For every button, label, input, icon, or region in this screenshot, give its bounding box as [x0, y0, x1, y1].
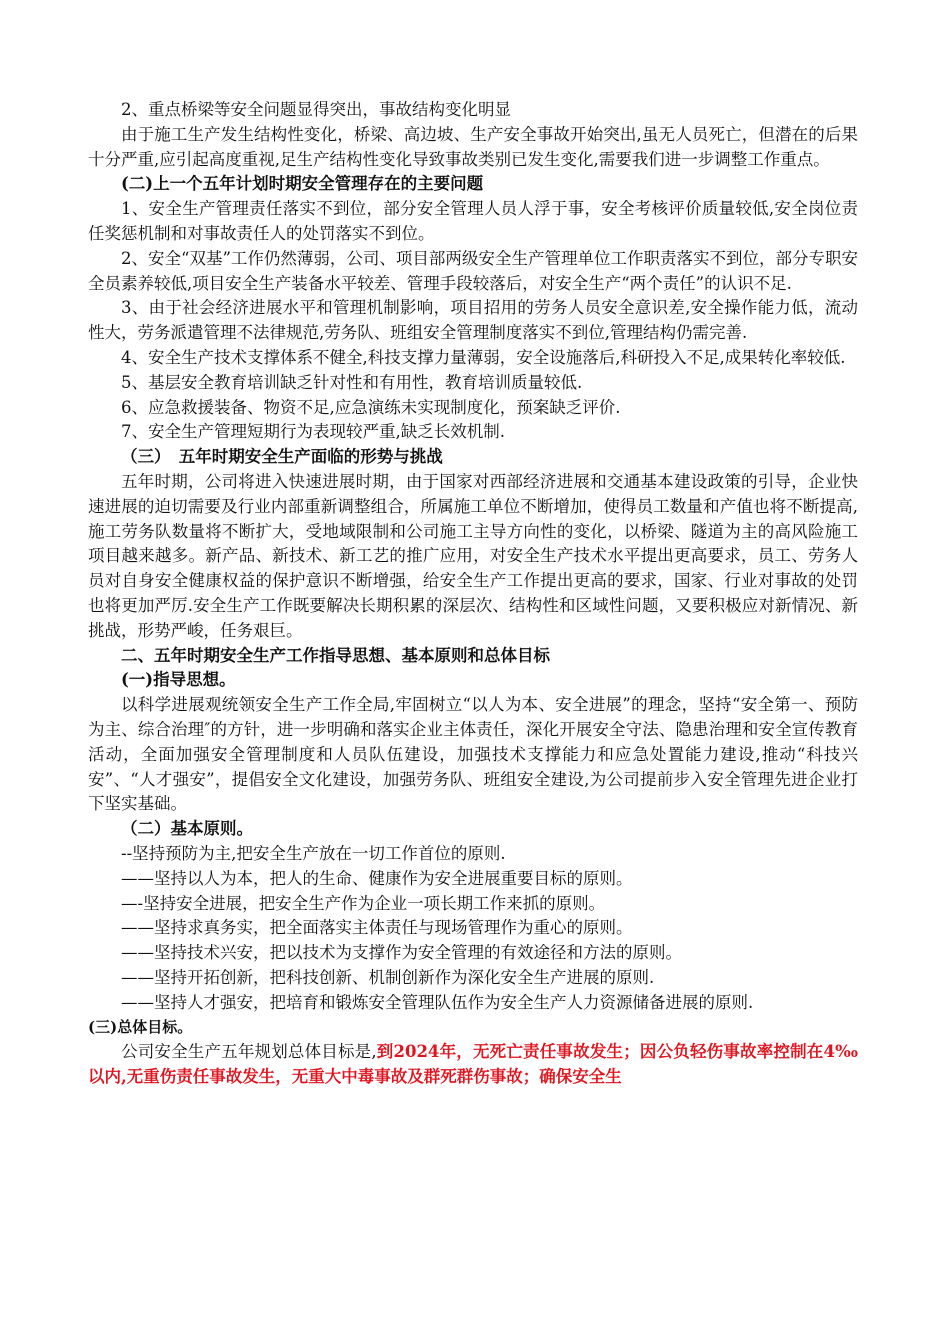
problem-item-3: 3、由于社会经济进展水平和管理机制影响，项目招用的劳务人员安全意识差,安全操作能力低，流动性大，劳务派遣管理不法律规范,劳务队、班组安全管理制度落实不到位,管理结构仍需完善.: [88, 298, 858, 343]
document-body: [88, 98, 858, 1090]
problem-item-4: 4、安全生产技术支撑体系不健全,科技支撑力量薄弱，安全设施落后,科研投入不足,成果转化率较低.: [121, 347, 846, 367]
problem-item-1: 1、安全生产管理责任落实不到位，部分安全管理人员人浮于事，安全考核评价质量较低,安全岗位责任奖惩机制和对事故责任人的处罚落实不到位。: [88, 199, 858, 243]
principle-item-4: ——坚持求真务实，把全面落实主体责任与现场管理作为重心的原则。: [121, 918, 633, 938]
goal-highlight-text: 到2024年，无死亡责任事故发生；因公负轻伤事故率控制在4‰以内,无重伤责任事故发生，无重大中毒事故及群死群伤事故；确保安全生: [88, 1042, 858, 1087]
section-heading-overall-goal: (三)总体目标。: [88, 1018, 193, 1037]
principle-item-7: ——坚持人才强安，把培育和锻炼安全管理队伍作为安全生产人力资源储备进展的原则.: [121, 992, 754, 1012]
principle-item-5: ——坚持技术兴安，把以技术为支撑作为安全管理的有效途径和方法的原则。: [121, 943, 682, 963]
paragraph-structural-change: 由于施工生产发生结构性变化，桥梁、高边坡、生产安全事故开始突出,虽无人员死亡，但潜在的后果十分严重,应引起高度重视,足生产结构性变化导致事故类别已发生变化,需要我们进一步调整工作重点。: [88, 124, 858, 169]
section-heading-main-problems: (二)上一个五年计划时期安全管理存在的主要问题: [121, 174, 484, 194]
subsection-heading-bridge-safety: 2、重点桥梁等安全问题显得突出，事故结构变化明显: [121, 100, 511, 119]
paragraph-guiding-thought: 以科学进展观统领安全生产工作全局,牢固树立“以人为本、安全进展”的理念，坚持“安全第一、预防为主、综合治理″的方针，进一步明确和落实企业主体责任，深化开展安全守法、隐患治理和安全宣传教育活动，全面加强安全管理制度和人员队伍建设，加强技术支撑能力和应急处置能力建设,推动“科技兴安”、“人才强安”，提倡安全文化建设，加强劳务队、班组安全建设,为公司提前步入安全管理先进企业打下坚实基础。: [88, 695, 858, 814]
chapter-heading-guiding-principles: 二、五年时期安全生产工作指导思想、基本原则和总体目标: [121, 645, 550, 665]
principle-item-6: ——坚持开拓创新，把科技创新、机制创新作为深化安全生产进展的原则.: [121, 967, 655, 987]
goal-intro-text: 公司安全生产五年规划总体目标是,: [121, 1042, 377, 1062]
paragraph-overall-goal: [88, 1040, 858, 1090]
problem-item-6: 6、应急救援装备、物资不足,应急演练未实现制度化，预案缺乏评价.: [121, 397, 621, 417]
problem-item-5: 5、基层安全教育培训缺乏针对性和有用性，教育培训质量较低.: [121, 372, 583, 392]
section-heading-guiding-thought: (一)指导思想。: [121, 670, 236, 690]
problem-item-2: 2、安全“双基”工作仍然薄弱，公司、项目部两级安全生产管理单位工作职责落实不到位，部分专职安全员素养较低,项目安全生产装备水平较差、管理手段较落后，对安全生产“两个责任”的认识不足.: [88, 248, 858, 293]
paragraph-challenges: 五年时期，公司将进入快速进展时期，由于国家对西部经济进展和交通基本建设政策的引导，企业快速进展的迫切需要及行业内部重新调整组合，所属施工单位不断增加，使得员工数量和产值也将不断提高,施工劳务队数量将不断扩大，受地域限制和公司施工主导方向性的变化，以桥梁、隧道为主的高风险施工项目越来越多。新产品、新技术、新工艺的推广应用，对安全生产技术水平提出更高要求，员工、劳务人员对自身安全健康权益的保护意识不断增强，给安全生产工作提出更高的要求，国家、行业对事故的处罚也将更加严厉.安全生产工作既要解决长期积累的深层次、结构性和区域性问题，又要积极应对新情况、新挑战，形势严峻，任务艰巨。: [88, 471, 858, 640]
problem-item-7: 7、安全生产管理短期行为表现较严重,缺乏长效机制.: [121, 422, 505, 442]
principle-item-3: —-坚持安全进展，把安全生产作为企业一项长期工作来抓的原则。: [121, 893, 606, 913]
principle-item-2: ——坚持以人为本，把人的生命、健康作为安全进展重要目标的原则。: [121, 868, 633, 888]
principle-item-1: --坚持预防为主,把安全生产放在一切工作首位的原则.: [121, 843, 506, 863]
section-heading-challenges: （三） 五年时期安全生产面临的形势与挑战: [121, 447, 443, 467]
section-heading-basic-principles: （二）基本原则。: [121, 819, 253, 839]
